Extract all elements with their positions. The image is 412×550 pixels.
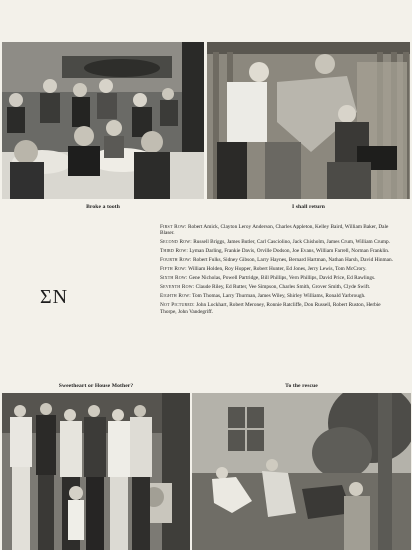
roster-row-names: Robert Amick, Clayton Leroy Anderson, Charles Appleton, Kelley Baird, William Baker, Dale Blaser. xyxy=(160,224,389,237)
roster-row-label: Eighth Row: xyxy=(160,293,191,300)
roster-row xyxy=(160,257,394,263)
roster-row xyxy=(160,266,394,272)
roster-row xyxy=(160,284,394,290)
roster-row-names: Claude Riley, Ed Rutter, Vee Simpson, Charles Smith, Grover Smith, Clyde Swift. xyxy=(195,284,371,291)
roster-row-names: Lyman Darling, Frankie Davis, Orville Dodson, Joe Evans, William Farrell, Norman Franklin. xyxy=(189,248,390,255)
roster-row-names: Russell Briggs, James Butler, Carl Casciolino, Jack Chisholm, James Crum, William Crump. xyxy=(193,239,391,246)
roster-row xyxy=(160,224,394,237)
photo-group-portrait xyxy=(2,393,190,550)
photo-rescue-scene xyxy=(192,393,411,550)
roster-row-label: Third Row: xyxy=(160,248,189,255)
roster-row-names: Robert Fulks, Sidney Gibson, Larry Haynes, Bernard Hartman, Nathan Harsh, David Hinman. xyxy=(193,257,393,264)
roster-row-label: Fifth Row: xyxy=(160,266,187,273)
roster-row-label: Second Row: xyxy=(160,239,192,246)
photo-dining-party xyxy=(2,42,204,199)
roster-row xyxy=(160,239,394,245)
roster-row-names: Tom Thomas, Larry Thurman, James Wiley, Shirley Williams, Ronald Yarbrough. xyxy=(192,293,366,300)
roster-row-label: Not Pictured: xyxy=(160,302,195,309)
roster-row xyxy=(160,275,394,281)
photo-caption: I shall return xyxy=(292,204,325,210)
roster-row-label: Fourth Row: xyxy=(160,257,192,264)
roster-row-label: First Row: xyxy=(160,224,187,230)
roster-row-names: Gene Nicholas, Powell Partridge, Bill Phillips, Vern Phillips, David Price, Ed Rawlings. xyxy=(188,275,376,282)
roster-row-label: Sixth Row: xyxy=(160,275,188,282)
photo-caption: Broke a tooth xyxy=(86,204,120,210)
roster-row xyxy=(160,293,394,299)
member-roster xyxy=(160,224,394,318)
chapter-letters: ΣN xyxy=(40,286,69,308)
roster-row xyxy=(160,302,394,315)
roster-row-names: John Lockhart, Robert Meroney, Ronnie Ratcliffe, Don Russell, Robert Ruston, Herbie Thorpe, John Vandegriff. xyxy=(160,302,381,315)
roster-row xyxy=(160,248,394,254)
roster-row-names: William Holden, Roy Hopper, Robert Hunter, Ed Jones, Jerry Lewis, Tom McCrory. xyxy=(188,266,367,273)
photo-caption: To the rescue xyxy=(285,383,318,389)
roster-row-label: Seventh Row: xyxy=(160,284,195,291)
photo-carrying-man xyxy=(207,42,410,199)
photo-caption: Sweetheart or House Mother? xyxy=(58,383,134,389)
